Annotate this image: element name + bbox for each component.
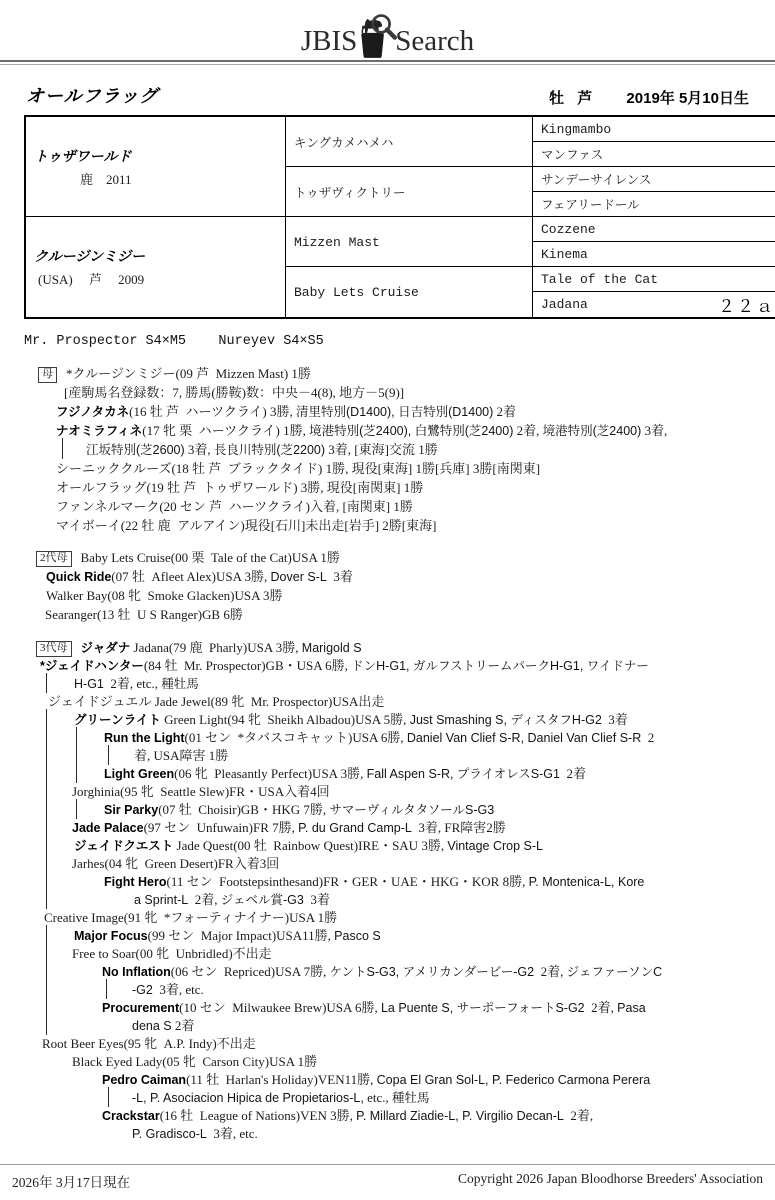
pedigree-line	[46, 586, 775, 605]
pedigree-line	[74, 711, 775, 729]
race-name: -L, P. Asociacion Hipica de Propietarios-L,	[132, 1091, 364, 1105]
sire-name: トゥザワールド	[34, 147, 132, 164]
horse-name: No Inflation	[102, 965, 171, 979]
ancestor-name: Baby Lets Cruise	[294, 285, 419, 300]
horse-name: フジノタカネ	[56, 405, 130, 419]
record-text: Baby Lets Cruise(00 栗 Tale of the Cat)USA 1勝	[80, 550, 340, 565]
pedigree-line	[72, 1053, 775, 1071]
tree-connector-line	[46, 1015, 47, 1035]
race-name: 境港特別(芝2400), 白鷺特別(芝2400)	[309, 424, 514, 438]
race-name: 長良川特別(芝2200)	[213, 443, 326, 457]
record-text: 3着	[303, 892, 330, 907]
race-name: P. Montenica-L, Kore	[528, 875, 645, 889]
tree-connector-line	[46, 799, 47, 819]
race-name: Daniel Van Clief S-R, Daniel Van Clief S-R	[406, 731, 642, 745]
race-name: ジェファーソンC	[566, 965, 663, 979]
pedigree-line	[104, 873, 775, 891]
tree-connector-line	[76, 799, 77, 819]
record-text: ファンネルマーク(20 セン 芦 ハーツクライ)入着, [南関東] 1勝	[56, 499, 413, 514]
generation-label: 母	[38, 367, 57, 383]
logo-search-text: Search	[395, 25, 475, 57]
record-text: マイボーイ(22 牡 鹿 アルアイン)現役[石川]未出走[岩手] 2勝[東海]	[56, 518, 437, 533]
record-text: (17 牝 栗 ハーツクライ) 1勝,	[142, 423, 310, 438]
record-text: (11 セン Footstepsinthesand)FR・GER・UAE・HKG・KOR 8勝,	[166, 874, 529, 889]
race-name: Dover S-L	[270, 570, 327, 584]
logo-jbis-text: JBIS	[300, 25, 358, 57]
horse-name: ナオミラフィネ	[56, 424, 143, 438]
record-text: シーニッククルーズ(18 牡 芦 ブラックタイド) 1勝, 現役[東海] 1勝[兵庫] 3勝[南関東]	[56, 461, 541, 476]
tree-connector-line	[46, 853, 47, 873]
record-text: (06 牝 Pleasantly Perfect)USA 3勝,	[174, 766, 367, 781]
ancestor-cell	[533, 167, 775, 192]
sire-detail: 鹿 2011	[80, 171, 132, 187]
ancestor-cell	[533, 292, 775, 319]
family-sections	[24, 364, 775, 1143]
pedigree-line	[104, 801, 775, 819]
record-text: 2着	[171, 1018, 195, 1033]
tree-connector-line	[46, 781, 47, 801]
race-name: ジェベル賞-G3	[220, 893, 304, 907]
tree-connector-line	[106, 979, 107, 999]
record-text: 2着,	[534, 964, 567, 979]
pedigree-line	[102, 1107, 775, 1125]
footer-date: 2026年 3月17日現在	[12, 1175, 131, 1190]
pedigree-line	[132, 1125, 775, 1143]
record-text: 3着, FR障害2勝	[411, 820, 506, 835]
record-text: 2着	[559, 766, 586, 781]
family-number: ２２ａ	[718, 297, 775, 316]
pedigree-line	[45, 605, 775, 624]
jbis-logo	[0, 0, 775, 56]
record-text: ジェイドジュエル Jade Jewel(89 牝 Mr. Prospector)USA出走	[48, 694, 385, 709]
pedigree-line	[72, 783, 775, 801]
pedigree-line	[74, 837, 775, 855]
ancestor-name: サンデーサイレンス	[541, 173, 652, 187]
record-text: (06 セン Repriced)USA 7勝,	[170, 964, 330, 979]
dam-cell	[25, 217, 286, 319]
race-name: 種牡馬	[161, 677, 199, 691]
generation-label: 3代母	[36, 641, 72, 657]
ancestor-name: Kinema	[541, 247, 588, 262]
race-name: ケントS-G3, アメリカンダービー-G2	[329, 965, 535, 979]
record-text: (07 牡 Choisir)GB・HKG 7勝,	[158, 802, 330, 817]
pedigree-line	[104, 729, 775, 747]
pedigree-line	[72, 945, 775, 963]
horse-name: Quick Ride	[46, 570, 112, 584]
record-text: (16 牡 芦 ハーツクライ) 3勝,	[129, 404, 297, 419]
pedigree-line	[56, 478, 775, 497]
record-text: (01 セン *タバスコキャット)USA 6勝,	[184, 730, 407, 745]
pedigree-line	[36, 639, 775, 657]
horse-name: *ジェイドハンター	[40, 659, 144, 673]
pedigree-line	[56, 497, 775, 516]
pedigree-line	[102, 963, 775, 981]
footer-copyright: Copyright 2026 Japan Bloodhorse Breeders' Association	[457, 1171, 763, 1186]
ancestor-cell	[286, 267, 533, 319]
horse-name: Sir Parky	[104, 803, 159, 817]
record-text: (07 牡 Afleet Alex)USA 3勝,	[111, 569, 271, 584]
record-text: (16 牡 League of Nations)VEN 3勝,	[159, 1108, 357, 1123]
race-name: Fall Aspen S-R, プライオレスS-G1	[366, 767, 560, 781]
record-text: (11 牡 Harlan's Holiday)VEN11勝,	[186, 1072, 377, 1087]
race-name: Copa El Gran Sol-L, P. Federico Carmona Perera	[376, 1073, 651, 1087]
pedigree-line	[64, 383, 775, 402]
race-name: P. Millard Ziadie-L, P. Virgilio Decan-L	[356, 1109, 564, 1123]
tree-connector-line	[46, 997, 47, 1017]
generation-label: 2代母	[36, 551, 72, 567]
pedigree-line	[36, 548, 775, 567]
ancestor-cell	[533, 242, 775, 267]
footer	[0, 1164, 775, 1191]
record-text: 2着,	[563, 1108, 594, 1123]
ancestor-name: Kingmambo	[541, 122, 612, 137]
record-text: 3着, [東海]交流 1勝	[325, 442, 438, 457]
birth-date: 2019年 5月10日生	[626, 90, 749, 107]
horse-name-title: オールフラッグ	[26, 86, 159, 106]
race-name: P. du Grand Camp-L	[298, 821, 412, 835]
pedigree-line	[56, 421, 775, 440]
sex-label: 牡	[549, 90, 565, 107]
horse-name: Light Green	[104, 767, 175, 781]
ancestor-name: Tale of the Cat	[541, 272, 659, 287]
record-text: 3着	[326, 569, 353, 584]
ancestor-cell	[533, 192, 775, 217]
horse-profile	[549, 87, 749, 108]
pedigree-line	[40, 657, 775, 675]
race-name: a Sprint-L	[134, 893, 189, 907]
pedigree-line	[86, 440, 775, 459]
pedigree-line	[132, 1089, 775, 1107]
tree-connector-line	[46, 673, 47, 693]
inbreeding-note: Mr. Prospector S4×M5 Nureyev S4×S5	[24, 334, 324, 349]
record-text: Jarhes(04 牝 Green Desert)FR入着3回	[72, 856, 280, 871]
record-text: Searanger(13 牡 U S Ranger)GB 6勝	[45, 607, 243, 622]
horse-name: Major Focus	[74, 929, 148, 943]
pedigree-line	[72, 855, 775, 873]
tree-connector-line	[62, 438, 63, 459]
ancestor-cell	[533, 142, 775, 167]
ancestor-name: キングカメハメハ	[294, 135, 394, 150]
record-text: 2着,	[584, 1000, 618, 1015]
pedigree-line	[48, 693, 775, 711]
tree-connector-line	[46, 817, 47, 837]
section-dam	[24, 364, 775, 535]
record-text: Root Beer Eyes(95 牝 A.P. Indy)不出走	[42, 1036, 256, 1051]
race-name: 境港特別(芝2400)	[542, 424, 642, 438]
ancestor-name: マンファス	[541, 148, 604, 162]
tree-connector-line	[46, 871, 47, 891]
ancestor-cell	[533, 116, 775, 142]
ancestor-name: Mizzen Mast	[294, 234, 380, 250]
horse-name: ジェイドクエスト	[74, 839, 174, 853]
race-name: P. Gradisco-L	[132, 1127, 207, 1141]
race-name: dena S	[132, 1019, 172, 1033]
magnifier-horse-pot-icon	[355, 14, 397, 60]
record-text: Jade Quest(00 牡 Rainbow Quest)IRE・SAU 3勝,	[173, 838, 448, 853]
tree-connector-line	[46, 835, 47, 855]
race-name: 種牡馬	[392, 1091, 430, 1105]
tree-connector-line	[76, 763, 77, 783]
tree-connector-line	[46, 763, 47, 783]
record-text: 3着,	[184, 442, 214, 457]
tree-connector-line	[46, 943, 47, 963]
record-text: *クルージンミジー(09 芦 Mizzen Mast) 1勝	[66, 366, 311, 381]
race-name: Vintage Crop S-L	[447, 839, 543, 853]
ancestor-name: フェアリードール	[541, 198, 640, 212]
pedigree-line	[102, 999, 775, 1017]
record-text: 2着	[493, 404, 517, 419]
ancestor-cell	[286, 116, 533, 167]
ancestor-cell	[533, 217, 775, 242]
record-text: (99 セン Major Impact)USA11勝,	[147, 928, 335, 943]
race-name: ドンH-G1, ガルフストリームパークH-G1, ワイドナー	[351, 659, 649, 673]
ancestor-cell	[286, 167, 533, 217]
horse-name: Procurement	[102, 1001, 180, 1015]
ancestor-cell	[286, 217, 533, 267]
tree-connector-line	[46, 727, 47, 747]
race-name: La Puente S, サーポーフォートS-G2	[380, 1001, 585, 1015]
tree-connector-line	[108, 1087, 109, 1107]
record-text: Green Light(94 牝 Sheikh Albadou)USA 5勝,	[160, 712, 410, 727]
record-text: etc.,	[363, 1090, 392, 1105]
tree-connector-line	[46, 961, 47, 981]
dam-detail: (USA) 芦 2009	[38, 272, 145, 287]
pedigree-line	[132, 981, 775, 999]
pedigree-line	[42, 1035, 775, 1053]
ancestor-cell	[533, 267, 775, 292]
pedigree-line	[56, 459, 775, 478]
pedigree-line	[134, 747, 775, 765]
tree-connector-line	[46, 709, 47, 729]
coat-label: 芦	[577, 90, 593, 107]
record-text: 3着	[601, 712, 628, 727]
record-text: 3着, etc.	[206, 1126, 258, 1141]
race-name: サマーヴィルタタソールS-G3	[329, 803, 495, 817]
record-text: 2着,	[188, 892, 221, 907]
sire-cell	[25, 116, 286, 217]
ancestor-name: Jadana	[541, 297, 588, 312]
race-name: Pasa	[617, 1001, 646, 1015]
record-text: Jadana(79 鹿 Pharly)USA 3勝,	[130, 640, 302, 655]
horse-name: Pedro Caiman	[102, 1073, 187, 1087]
race-name: 江坂特別(芝2600)	[86, 443, 185, 457]
tree-connector-line	[46, 889, 47, 909]
record-text: Creative Image(91 牝 *フォーティナイナー)USA 1勝	[44, 910, 338, 925]
section-third-dam	[24, 639, 775, 1143]
record-text: 3着, etc.	[152, 982, 204, 997]
record-text: オールフラッグ(19 牡 芦 トゥザワールド) 3勝, 現役[南関東] 1勝	[56, 480, 424, 495]
pedigree-line	[104, 765, 775, 783]
race-name: Just Smashing S, ディスタフH-G2	[409, 713, 602, 727]
pedigree-line	[38, 364, 775, 383]
tree-connector-line	[108, 745, 109, 765]
tree-connector-line	[76, 745, 77, 765]
record-text: 着, USA障害 1勝	[134, 748, 229, 763]
record-text: [産駒馬名登録数：7, 勝馬(勝鞍)数：中央－4(8), 地方－5(9)]	[64, 385, 405, 400]
horse-name: ジャダナ	[80, 641, 131, 655]
pedigree-line	[102, 1071, 775, 1089]
record-text: 2着, etc.,	[103, 676, 162, 691]
pedigree-line	[132, 1017, 775, 1035]
record-text: 2着,	[513, 423, 543, 438]
record-text: Free to Soar(00 牝 Unbridled)不出走	[72, 946, 272, 961]
pedigree-line	[74, 927, 775, 945]
race-name: Marigold S	[301, 641, 362, 655]
ancestor-name: トゥザヴィクトリー	[294, 185, 406, 200]
pedigree-line	[56, 516, 775, 535]
tree-connector-line	[76, 727, 77, 747]
horse-name: グリーンライト	[74, 713, 161, 727]
record-text: 3着,	[641, 423, 668, 438]
pedigree-line	[74, 675, 775, 693]
pedigree-line	[56, 402, 775, 421]
record-text: Black Eyed Lady(05 牝 Carson City)USA 1勝	[72, 1054, 318, 1069]
section-second-dam	[24, 548, 775, 624]
title-row	[26, 82, 749, 108]
pedigree-line	[44, 909, 775, 927]
dam-name: クルージンミジー	[34, 248, 145, 264]
record-text: Walker Bay(08 牝 Smoke Glacken)USA 3勝	[46, 588, 283, 603]
pedigree-table	[24, 115, 775, 319]
record-text: Jorghinia(95 牝 Seattle Slew)FR・USA入着4回	[72, 784, 330, 799]
record-text: (10 セン Milwaukee Brew)USA 6勝,	[179, 1000, 381, 1015]
pedigree-line	[46, 567, 775, 586]
record-text: (84 牡 Mr. Prospector)GB・USA 6勝,	[143, 658, 352, 673]
race-name: H-G1	[74, 677, 104, 691]
horse-name: Crackstar	[102, 1109, 160, 1123]
race-name: -G2	[132, 983, 153, 997]
record-text: (97 セン Unfuwain)FR 7勝,	[143, 820, 299, 835]
pedigree-line	[72, 819, 775, 837]
header-divider	[0, 60, 775, 65]
horse-name: Jade Palace	[72, 821, 144, 835]
tree-connector-line	[46, 979, 47, 999]
ancestor-name: Cozzene	[541, 222, 596, 237]
race-name: Pasco S	[334, 929, 381, 943]
tree-connector-line	[46, 925, 47, 945]
horse-name: Run the Light	[104, 731, 185, 745]
race-name: 清里特別(D1400), 日吉特別(D1400)	[296, 405, 494, 419]
pedigree-line	[134, 891, 775, 909]
horse-name: Fight Hero	[104, 875, 167, 889]
record-text: 2	[641, 730, 655, 745]
tree-connector-line	[46, 745, 47, 765]
